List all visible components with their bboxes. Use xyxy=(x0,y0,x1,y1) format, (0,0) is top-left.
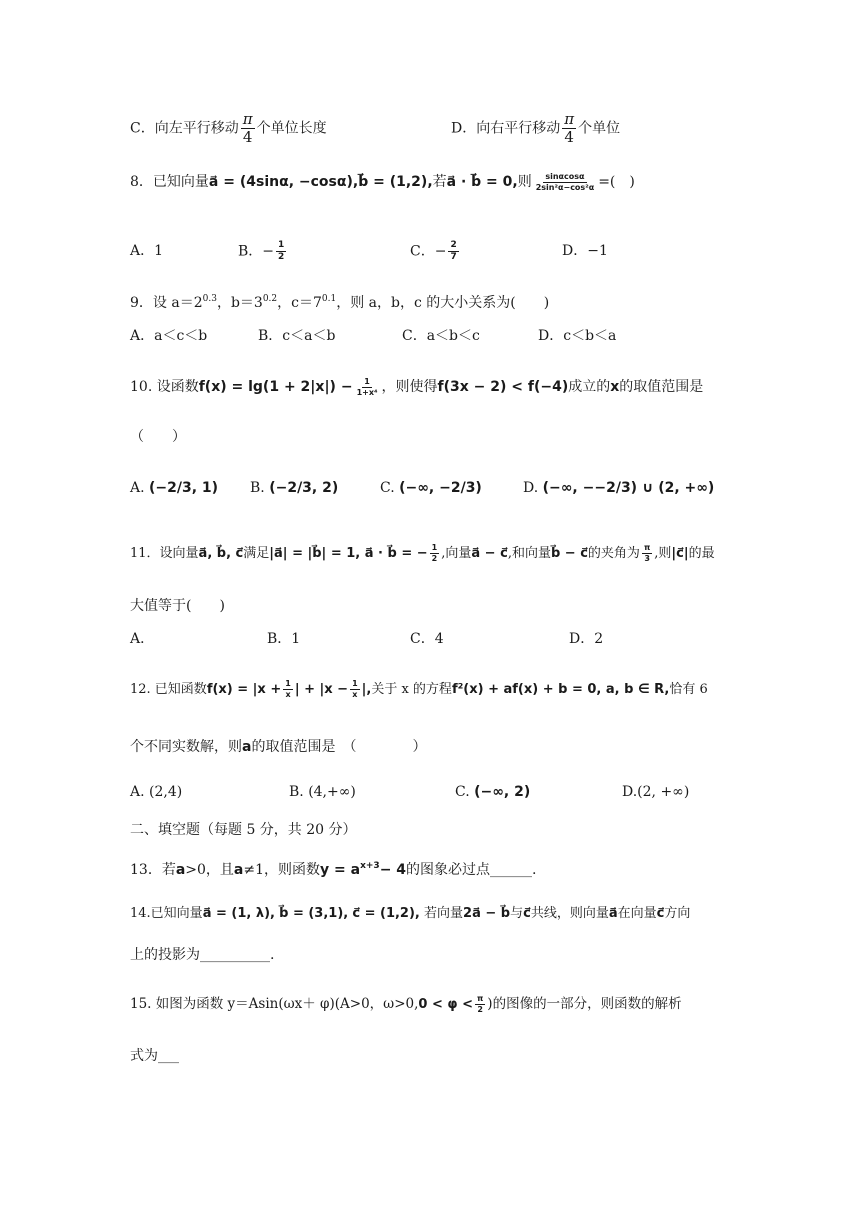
q8-c-num: 2 xyxy=(450,240,457,250)
q8-option-a: A．1 xyxy=(130,243,164,259)
q12-var-a: a xyxy=(242,739,252,755)
q12-prefix: 12. 已知函数 xyxy=(130,682,207,697)
q13-stem xyxy=(130,860,537,880)
q12-frac-2 xyxy=(350,680,360,699)
section-heading-fill-in: 二、填空题（每题 5 分，共 20 分） xyxy=(130,822,357,838)
q8-then: 则 xyxy=(517,174,532,190)
q11-cond-pre: 满足 xyxy=(243,546,270,561)
q10-option-b xyxy=(250,478,338,498)
q8-b-num: 1 xyxy=(278,240,285,250)
q8-option-b-frac xyxy=(276,241,286,262)
q12-frac2-num: 1 xyxy=(352,679,358,688)
q9-text-end: ，则 a，b，c 的大小关系为( ) xyxy=(336,295,550,311)
q11-option-c: C．4 xyxy=(410,631,444,647)
q11-tail: 的最 xyxy=(688,546,715,561)
q7-option-c-suffix: 个单位长度 xyxy=(256,120,327,137)
q12-func-a: f(x) = |x + xyxy=(206,682,282,697)
q10-c-value: (−∞, −2/3) xyxy=(399,480,482,496)
q10-fraction xyxy=(355,378,380,397)
q13-mid1: >0，且 xyxy=(185,862,234,878)
q8-stem xyxy=(130,172,635,192)
q11-vectors: a⃗, b⃗, c⃗ xyxy=(198,546,244,561)
q7-c-four: 4 xyxy=(242,128,253,146)
q10-prefix: 10. 设函数 xyxy=(130,379,199,395)
q12-tail: 恰有 6 xyxy=(669,682,708,697)
q8-cond-pre: 若 xyxy=(432,174,447,190)
q11-ang-num: π xyxy=(643,543,651,552)
q8-condition: a⃗ · b⃗ = 0, xyxy=(446,174,518,190)
q9-text-c: ，c＝7 xyxy=(277,295,322,311)
q10-b-value: (−2/3, 2) xyxy=(269,480,339,496)
q11-v1: a⃗ − c⃗ xyxy=(471,546,508,561)
q9-stem xyxy=(130,293,549,313)
q9-exp-a: 0.3 xyxy=(202,294,217,304)
q14-prefix: 14.已知向量 xyxy=(130,906,203,921)
q8-frac-num: sinαcosα xyxy=(545,171,585,181)
q9-text-b: ，b＝3 xyxy=(216,295,263,311)
q12-option-a: A. (2,4) xyxy=(130,784,183,800)
q13-exp: x+3 xyxy=(360,861,380,871)
q12-func-c: |, xyxy=(361,682,372,697)
q12-line2-b: 的取值范围是 （ ） xyxy=(251,739,427,755)
q9-option-a: A．a＜c＜b xyxy=(130,328,208,344)
q7-option-d-suffix: 个单位 xyxy=(578,120,621,137)
q14-c2: c⃗ xyxy=(656,906,665,921)
q15-frac xyxy=(475,995,485,1014)
q7-option-d-fraction xyxy=(562,112,576,145)
q11-half-den: 2 xyxy=(431,554,438,563)
q7-option-c-fraction xyxy=(241,112,255,145)
q12-line2 xyxy=(130,737,426,757)
q15-tail: )的图像的一部分，则函数的解析 xyxy=(487,996,682,1012)
q11-abs-c: |c⃗| xyxy=(671,546,689,561)
q12-frac1-den: x xyxy=(285,690,291,699)
q12-c-label: C. xyxy=(455,784,470,800)
q13-func: y = a xyxy=(320,862,361,878)
q10-tail-a: 成立的 xyxy=(568,379,611,395)
q9-option-b: B．c＜a＜b xyxy=(258,328,336,344)
q9-exp-b: 0.2 xyxy=(262,294,278,304)
q10-option-a xyxy=(130,478,218,498)
q12-c-value: (−∞, 2) xyxy=(474,784,531,800)
q14-mid: 若向量 xyxy=(424,906,464,921)
q10-d-label: D. xyxy=(523,480,539,496)
q13-prefix: 13．若 xyxy=(130,862,176,878)
q11-option-a: A． xyxy=(130,631,155,647)
q8-fraction xyxy=(534,173,596,192)
q8-option-c-frac xyxy=(448,241,458,262)
q10-tail-b: 的取值范围是 xyxy=(619,379,704,395)
q7-d-four: 4 xyxy=(564,128,574,146)
q12-frac-1 xyxy=(283,680,293,699)
q11-option-b: B．1 xyxy=(267,631,301,647)
q14-mid2: 与 xyxy=(510,906,524,921)
q11-mid-a: ,向量 xyxy=(441,546,472,561)
q15-frac-den: 2 xyxy=(477,1005,483,1014)
q8-b-den: 2 xyxy=(278,252,285,262)
q11-mid-c: 的夹角为 xyxy=(587,546,640,561)
q10-mid: ，则使得 xyxy=(381,379,438,395)
q13-a2: a xyxy=(233,862,244,878)
q8-vector-a: a⃗ = (4sinα, −cosα), xyxy=(208,174,359,190)
q11-condition: |a⃗| = |b⃗| = 1, a⃗ · b⃗ = − xyxy=(269,546,428,561)
q13-tail: 的图象必过点______. xyxy=(406,862,537,878)
q10-c-label: C. xyxy=(380,480,395,496)
q14-vc: c⃗ = (1,2), xyxy=(352,906,420,921)
q11-mid-b: ,和向量 xyxy=(507,546,551,561)
q8-option-b-pre: B．− xyxy=(238,243,275,260)
q12-frac2-den: x xyxy=(352,690,358,699)
q13-a1: a xyxy=(175,862,186,878)
q8-tail: =( ) xyxy=(598,174,635,190)
q11-v2: b⃗ − c⃗ xyxy=(550,546,588,561)
q10-b-label: B. xyxy=(250,480,265,496)
q10-frac-num: 1 xyxy=(364,376,370,386)
q12-option-d: D.(2, +∞) xyxy=(622,784,690,800)
q11-stem xyxy=(130,544,715,564)
q12-option-c xyxy=(455,782,530,802)
q8-c-den: 7 xyxy=(450,252,457,262)
q10-inequality: f(3x − 2) < f(−4) xyxy=(437,379,569,395)
q8-prefix: 8．已知向量 xyxy=(130,174,209,190)
q13-func-tail: − 4 xyxy=(379,862,407,878)
q10-function: f(x) = lg(1 + 2|x|) − xyxy=(198,379,353,395)
q8-option-c-pre: C．− xyxy=(410,243,447,260)
q11-ang-den: 3 xyxy=(644,554,650,563)
q15-stem xyxy=(130,994,682,1015)
q14-comb: 2a⃗ − b⃗ xyxy=(463,906,511,921)
q12-frac1-num: 1 xyxy=(285,679,291,688)
q10-option-c xyxy=(380,478,482,498)
q10-stem xyxy=(130,377,703,397)
q11-line2: 大值等于( ) xyxy=(130,598,225,614)
q8-vector-b: b⃗ = (1,2), xyxy=(358,174,433,190)
q7-option-c xyxy=(130,112,327,145)
q12-func-b: | + |x − xyxy=(294,682,349,697)
q10-x: x xyxy=(610,379,620,395)
q11-angle xyxy=(642,544,652,563)
q10-frac-den: 1+x⁴ xyxy=(356,387,378,397)
q9-text-a: 9．设 a＝2 xyxy=(130,295,203,311)
q14-vb: b⃗ = (3,1), xyxy=(279,906,349,921)
q7-option-c-text: C．向左平行移动 xyxy=(130,120,239,137)
q11-mid-d: ,则 xyxy=(654,546,672,561)
q9-option-c: C．a＜b＜c xyxy=(402,328,480,344)
q14-stem xyxy=(130,904,690,924)
q14-va: a⃗ = (1, λ), xyxy=(202,906,275,921)
q14-tail: 方向 xyxy=(664,906,691,921)
q7-c-pi: π xyxy=(242,110,253,128)
q14-line2: 上的投影为__________. xyxy=(130,947,275,963)
q11-half-num: 1 xyxy=(431,543,438,552)
q7-d-pi: π xyxy=(564,110,575,128)
q15-frac-num: π xyxy=(476,994,484,1003)
q15-line2: 式为___ xyxy=(130,1048,179,1064)
q12-mid: 关于 x 的方程 xyxy=(371,682,452,697)
q11-option-d: D．2 xyxy=(569,631,604,647)
q11-prefix: 11．设向量 xyxy=(130,546,199,561)
q15-cond: 0 < φ < xyxy=(418,997,473,1012)
q12-stem xyxy=(130,680,708,700)
q9-option-d: D．c＜b＜a xyxy=(538,328,617,344)
q7-option-d xyxy=(451,112,620,145)
q13-mid2: ≠1，则函数 xyxy=(243,862,321,878)
q12-option-b: B. (4,+∞) xyxy=(289,784,356,800)
q10-d-value: (−∞, −−2/3) ∪ (2, +∞) xyxy=(542,480,715,496)
q7-option-d-text: D．向右平行移动 xyxy=(451,120,561,137)
q12-line2-a: 个不同实数解，则 xyxy=(130,739,242,755)
q11-half xyxy=(430,544,440,563)
q9-exp-c: 0.1 xyxy=(321,294,337,304)
q10-a-value: (−2/3, 1) xyxy=(149,480,219,496)
q8-option-b xyxy=(238,241,288,262)
q14-mid4: 在向量 xyxy=(617,906,657,921)
q10-option-d xyxy=(523,478,714,498)
q15-prefix: 15. 如图为函数 y＝Asin(ωx＋ φ)(A>0，ω>0, xyxy=(130,996,419,1012)
q12-equation: f²(x) + af(x) + b = 0, a, b ∈ R, xyxy=(451,682,670,697)
q14-mid3: 共线，则向量 xyxy=(530,906,609,921)
q10-a-label: A. xyxy=(130,480,145,496)
q10-paren: （ ） xyxy=(130,429,186,445)
q8-option-c xyxy=(410,241,461,262)
q14-a: a⃗ xyxy=(608,906,618,921)
q8-frac-den: 2sin²α−cos²α xyxy=(535,182,595,192)
q14-c: c⃗ xyxy=(523,906,531,921)
q8-option-d: D．−1 xyxy=(562,243,608,259)
